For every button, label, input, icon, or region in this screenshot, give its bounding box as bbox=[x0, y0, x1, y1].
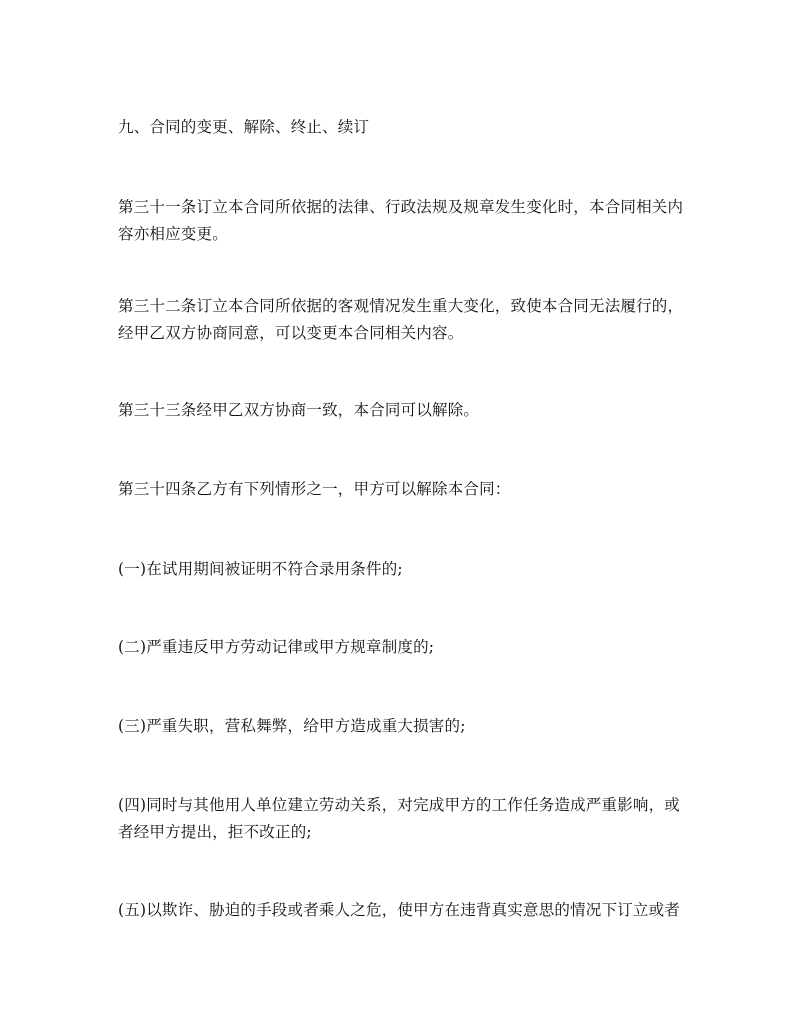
section-heading bbox=[118, 114, 686, 141]
list-item-4-line-2: 者经甲方提出，拒不改正的; bbox=[118, 823, 312, 841]
list-item-4-line-1: (四)同时与其他用人单位建立劳动关系，对完成甲方的工作任务造成严重影响，或 bbox=[118, 796, 680, 814]
clause-32-line-1: 第三十二条订立本合同所依据的客观情况发生重大变化，致使本合同无法履行的， bbox=[118, 297, 684, 315]
clause-32 bbox=[118, 293, 686, 347]
clause-31 bbox=[118, 194, 686, 248]
clause-34 bbox=[118, 476, 686, 503]
clause-34-line-1: 第三十四条乙方有下列情形之一，甲方可以解除本合同： bbox=[118, 480, 511, 498]
list-item-4 bbox=[118, 792, 686, 846]
list-item-3 bbox=[118, 713, 686, 740]
clause-32-line-2: 经甲乙双方协商同意，可以变更本合同相关内容。 bbox=[118, 324, 464, 342]
list-item-2 bbox=[118, 634, 686, 661]
clause-33 bbox=[118, 397, 686, 424]
clause-33-line-1: 第三十三条经甲乙双方协商一致，本合同可以解除。 bbox=[118, 401, 480, 419]
list-item-5-line-1: (五)以欺诈、胁迫的手段或者乘人之危，使甲方在违背真实意思的情况下订立或者 bbox=[118, 901, 680, 919]
clause-31-line-2: 容亦相应变更。 bbox=[118, 225, 228, 243]
list-item-2-line-1: (二)严重违反甲方劳动记律或甲方规章制度的; bbox=[118, 638, 435, 656]
list-item-1-line-1: (一)在试用期间被证明不符合录用条件的; bbox=[118, 560, 403, 578]
list-item-3-line-1: (三)严重失职，营私舞弊，给甲方造成重大损害的; bbox=[118, 717, 466, 735]
clause-31-line-1: 第三十一条订立本合同所依据的法律、行政法规及规章发生变化时，本合同相关内 bbox=[118, 198, 684, 216]
list-item-5 bbox=[118, 897, 686, 924]
list-item-1 bbox=[118, 556, 686, 583]
section-heading-text: 九、合同的变更、解除、终止、续订 bbox=[118, 118, 370, 136]
